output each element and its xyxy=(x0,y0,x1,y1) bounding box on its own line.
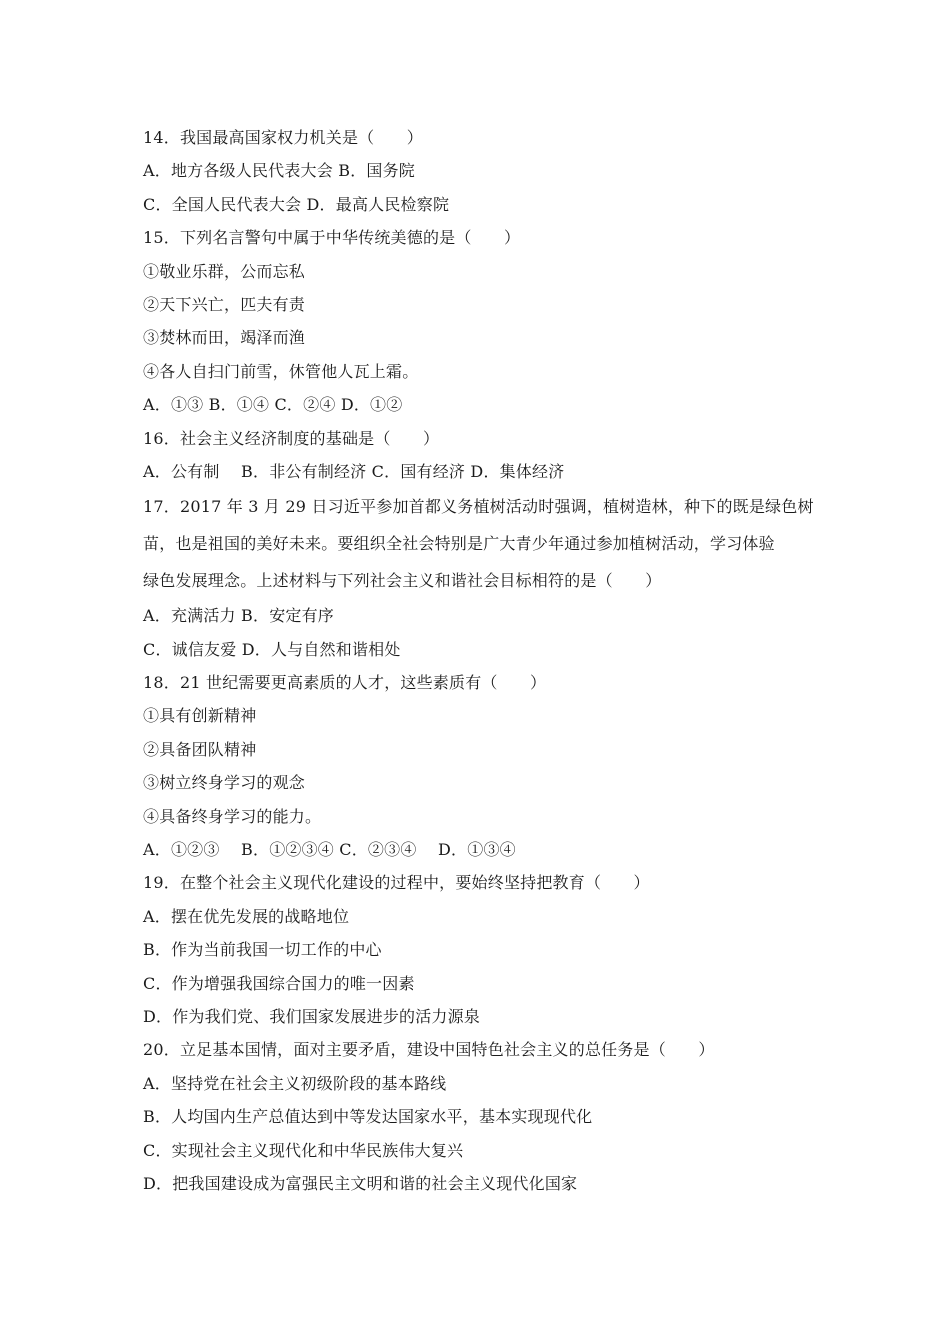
question-19 xyxy=(143,866,823,1033)
question-stem: 15．下列名言警句中属于中华传统美德的是（ ） xyxy=(143,228,521,248)
option-line: A．①③ B．①④ C．②④ D．①② xyxy=(143,395,403,415)
statement-line: ③树立终身学习的观念 xyxy=(143,773,306,793)
stem-line: 17．2017 年 3 月 29 日习近平参加首都义务植树活动时强调，植树造林，种下的既是绿色树 xyxy=(143,497,814,517)
option-line: C．全国人民代表大会 D．最高人民检察院 xyxy=(143,194,450,214)
question-stem: 16．社会主义经济制度的基础是（ ） xyxy=(143,428,440,448)
question-stem xyxy=(143,488,823,599)
option-line: D．作为我们党、我们国家发展进步的活力源泉 xyxy=(143,1006,481,1026)
question-stem: 19．在整个社会主义现代化建设的过程中，要始终坚持把教育（ ） xyxy=(143,873,650,893)
question-list xyxy=(143,121,823,1200)
option-line: C．作为增强我国综合国力的唯一因素 xyxy=(143,973,415,993)
option-line: A．坚持党在社会主义初级阶段的基本路线 xyxy=(143,1073,447,1093)
option-line: A．①②③ B．①②③④ C．②③④ D．①③④ xyxy=(143,840,516,860)
question-stem: 18．21 世纪需要更高素质的人才，这些素质有（ ） xyxy=(143,673,547,693)
option-line: C．诚信友爱 D．人与自然和谐相处 xyxy=(143,639,401,659)
statement-line: ①具有创新精神 xyxy=(143,706,257,726)
option-line: A．摆在优先发展的战略地位 xyxy=(143,906,350,926)
option-line: D．把我国建设成为富强民主文明和谐的社会主义现代化国家 xyxy=(143,1173,578,1193)
option-line: B．人均国内生产总值达到中等发达国家水平，基本实现现代化 xyxy=(143,1107,593,1127)
stem-line: 绿色发展理念。上述材料与下列社会主义和谐社会目标相符的是（ ） xyxy=(143,571,662,591)
question-15 xyxy=(143,221,823,421)
question-stem: 20．立足基本国情，面对主要矛盾，建设中国特色社会主义的总任务是（ ） xyxy=(143,1040,715,1060)
option-line: A．公有制 B．非公有制经济 C．国有经济 D．集体经济 xyxy=(143,461,565,481)
question-16 xyxy=(143,422,823,489)
statement-line: ④各人自扫门前雪，休管他人瓦上霜。 xyxy=(143,361,419,381)
stem-line: 苗，也是祖国的美好未来。要组织全社会特别是广大青少年通过参加植树活动，学习体验 xyxy=(143,534,775,554)
option-line: A．充满活力 B．安定有序 xyxy=(143,606,334,626)
question-14 xyxy=(143,121,823,221)
question-stem: 14．我国最高国家权力机关是（ ） xyxy=(143,128,423,147)
option-line: A．地方各级人民代表大会 B．国务院 xyxy=(143,161,415,181)
statement-line: ③焚林而田，竭泽而渔 xyxy=(143,328,306,348)
option-line: C．实现社会主义现代化和中华民族伟大复兴 xyxy=(143,1140,464,1160)
question-20 xyxy=(143,1033,823,1200)
option-line: B．作为当前我国一切工作的中心 xyxy=(143,940,382,960)
statement-line: ④具备终身学习的能力。 xyxy=(143,806,322,826)
statement-line: ①敬业乐群，公而忘私 xyxy=(143,261,306,281)
question-18 xyxy=(143,666,823,866)
statement-line: ②天下兴亡，匹夫有责 xyxy=(143,294,306,314)
statement-line: ②具备团队精神 xyxy=(143,739,257,759)
question-17 xyxy=(143,488,823,666)
